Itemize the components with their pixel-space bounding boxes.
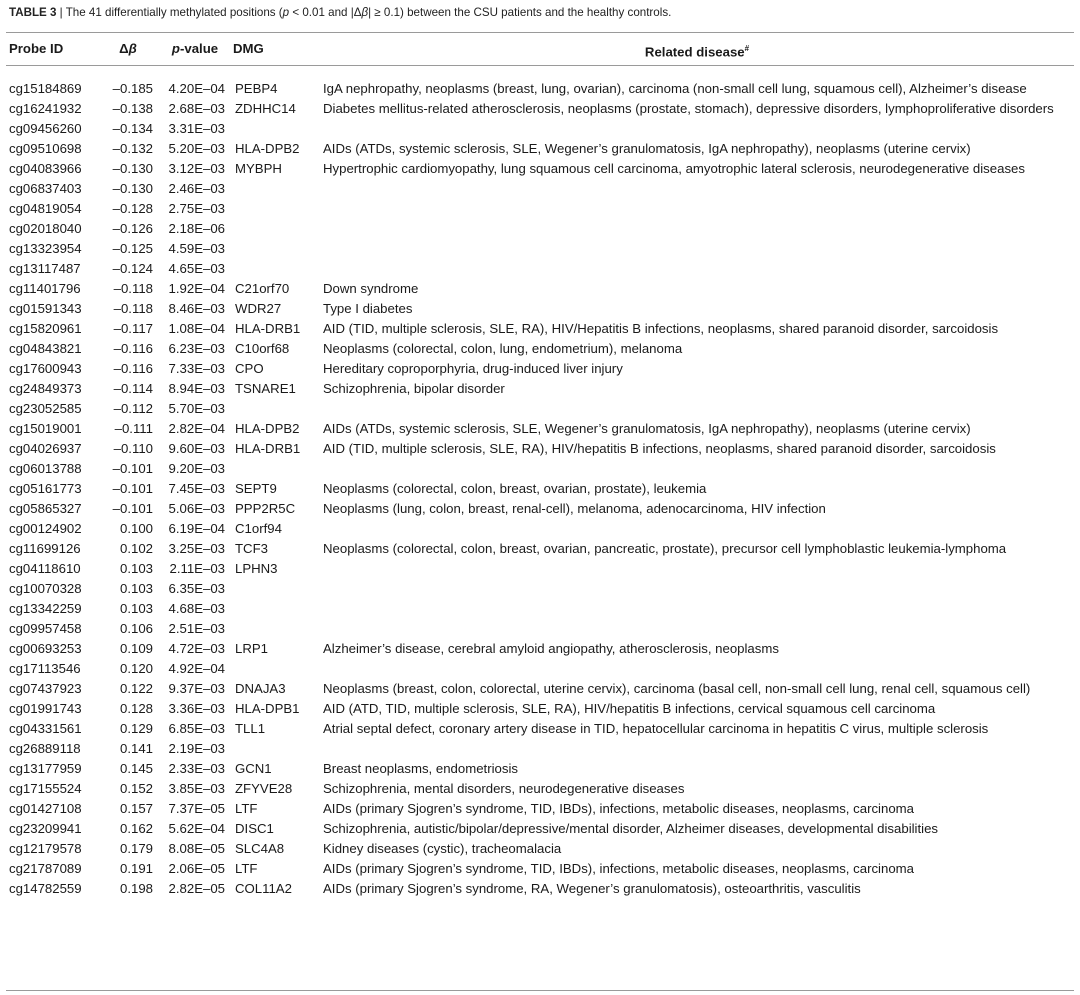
cell-dmg bbox=[233, 239, 323, 259]
cell-related-disease bbox=[323, 599, 1071, 619]
caption-beta-symbol: β bbox=[361, 6, 369, 19]
cell-related-disease: Schizophrenia, bipolar disorder bbox=[323, 381, 505, 396]
cell-p-value: 5.06E–03 bbox=[168, 501, 225, 516]
cell-p-value: 7.45E–03 bbox=[168, 481, 225, 496]
table-row bbox=[9, 779, 1071, 799]
cell-related-disease: Type I diabetes bbox=[323, 301, 413, 316]
cell-probe-id: cg04026937 bbox=[9, 441, 82, 456]
cell-dmg bbox=[233, 459, 323, 479]
cell-delta-beta: 0.179 bbox=[119, 841, 153, 856]
cell-related-disease bbox=[323, 459, 1071, 479]
cell-probe-id: cg15184869 bbox=[9, 81, 82, 96]
cell-dmg: DISC1 bbox=[235, 821, 274, 836]
cell-p-value: 6.19E–04 bbox=[168, 521, 225, 536]
cell-probe-id: cg00693253 bbox=[9, 641, 82, 656]
cell-delta-beta: 0.109 bbox=[119, 641, 153, 656]
table-row bbox=[9, 739, 1071, 759]
cell-related-disease: Diabetes mellitus-related atherosclerosis, neoplasms (prostate, stomach), depressive disorders, lymphoproliferative disorders bbox=[323, 101, 1054, 116]
cell-probe-id: cg10070328 bbox=[9, 581, 82, 596]
cell-related-disease bbox=[323, 219, 1071, 239]
table-row bbox=[9, 559, 1071, 579]
cell-p-value: 8.46E–03 bbox=[168, 301, 225, 316]
cell-p-value: 6.85E–03 bbox=[168, 721, 225, 736]
header-p-symbol: p bbox=[171, 41, 180, 56]
table-row bbox=[9, 139, 1071, 159]
cell-dmg: C10orf68 bbox=[235, 341, 290, 356]
cell-probe-id: cg07437923 bbox=[9, 681, 82, 696]
table-row bbox=[9, 579, 1071, 599]
cell-delta-beta: –0.124 bbox=[112, 261, 153, 276]
table-row bbox=[9, 419, 1071, 439]
cell-p-value: 3.36E–03 bbox=[168, 701, 225, 716]
cell-delta-beta: –0.130 bbox=[112, 161, 153, 176]
cell-related-disease: AID (TID, multiple sclerosis, SLE, RA), HIV/hepatitis B infections, neoplasms, shared paranoid disorder, sarcoidosis bbox=[323, 441, 996, 456]
cell-p-value: 2.68E–03 bbox=[168, 101, 225, 116]
cell-related-disease: AIDs (ATDs, systemic sclerosis, SLE, Wegener’s granulomatosis, IgA nephropathy), neoplasms (uterine cervix) bbox=[323, 141, 971, 156]
cell-related-disease: Alzheimer’s disease, cerebral amyloid angiopathy, atherosclerosis, neoplasms bbox=[323, 641, 779, 656]
cell-dmg: LTF bbox=[235, 801, 258, 816]
header-related-disease-label: Related disease bbox=[644, 44, 745, 60]
cell-probe-id: cg09510698 bbox=[9, 141, 82, 156]
cell-dmg bbox=[233, 599, 323, 619]
table-row bbox=[9, 519, 1071, 539]
cell-probe-id: cg09456260 bbox=[9, 121, 82, 136]
cell-delta-beta: 0.103 bbox=[119, 581, 153, 596]
cell-dmg: TSNARE1 bbox=[235, 381, 296, 396]
cell-dmg: SEPT9 bbox=[235, 481, 277, 496]
table-row bbox=[9, 219, 1071, 239]
cell-probe-id: cg26889118 bbox=[9, 741, 81, 756]
table-row bbox=[9, 659, 1071, 679]
cell-related-disease bbox=[323, 579, 1071, 599]
cell-p-value: 2.75E–03 bbox=[168, 201, 225, 216]
cell-related-disease: Neoplasms (colorectal, colon, lung, endometrium), melanoma bbox=[323, 341, 683, 356]
table-row bbox=[9, 299, 1071, 319]
cell-related-disease: Neoplasms (colorectal, colon, breast, ovarian, pancreatic, prostate), precursor cell lymphoblastic leukemia-lymphoma bbox=[323, 541, 1007, 556]
table-row bbox=[9, 539, 1071, 559]
cell-dmg bbox=[233, 199, 323, 219]
cell-dmg: LTF bbox=[235, 861, 258, 876]
cell-p-value: 3.25E–03 bbox=[168, 541, 225, 556]
cell-probe-id: cg11401796 bbox=[9, 281, 81, 296]
cell-probe-id: cg04331561 bbox=[9, 721, 82, 736]
table-row bbox=[9, 119, 1071, 139]
cell-related-disease: Hypertrophic cardiomyopathy, lung squamous cell carcinoma, amyotrophic lateral sclerosis, neurodegenerative diseases bbox=[323, 161, 1025, 176]
table-row bbox=[9, 799, 1071, 819]
cell-related-disease bbox=[323, 619, 1071, 639]
table-row bbox=[9, 619, 1071, 639]
table-bottom-rule bbox=[6, 990, 1074, 991]
cell-p-value: 4.72E–03 bbox=[168, 641, 225, 656]
cell-dmg bbox=[233, 179, 323, 199]
cell-dmg bbox=[233, 739, 323, 759]
cell-probe-id: cg13323954 bbox=[9, 241, 82, 256]
cell-dmg: DNAJA3 bbox=[235, 681, 286, 696]
cell-delta-beta: –0.132 bbox=[112, 141, 153, 156]
cell-related-disease: Neoplasms (breast, colon, colorectal, uterine cervix), carcinoma (basal cell, non-small cell lung, renal cell, squamous cell) bbox=[323, 681, 1031, 696]
cell-p-value: 2.33E–03 bbox=[168, 761, 225, 776]
table-row bbox=[9, 439, 1071, 459]
cell-probe-id: cg15820961 bbox=[9, 321, 82, 336]
cell-related-disease: Neoplasms (colorectal, colon, breast, ovarian, prostate), leukemia bbox=[323, 481, 707, 496]
cell-p-value: 4.65E–03 bbox=[168, 261, 225, 276]
cell-p-value: 7.37E–05 bbox=[168, 801, 225, 816]
header-delta-prefix: Δ bbox=[119, 41, 129, 56]
cell-delta-beta: 0.120 bbox=[119, 661, 153, 676]
cell-dmg: C1orf94 bbox=[235, 521, 282, 536]
cell-delta-beta: 0.141 bbox=[119, 741, 153, 756]
table-row bbox=[9, 839, 1071, 859]
cell-related-disease: Neoplasms (lung, colon, breast, renal-cell), melanoma, adenocarcinoma, HIV infection bbox=[323, 501, 826, 516]
methylation-table bbox=[9, 40, 1071, 899]
cell-related-disease: AIDs (primary Sjogren’s syndrome, TID, IBDs), infections, metabolic diseases, neoplasms, carcinoma bbox=[323, 801, 914, 816]
table-row bbox=[9, 179, 1071, 199]
cell-dmg bbox=[233, 259, 323, 279]
cell-related-disease: IgA nephropathy, neoplasms (breast, lung, ovarian), carcinoma (non-small cell lung, squamous cell), Alzheimer’s disease bbox=[323, 81, 1027, 96]
table-row bbox=[9, 199, 1071, 219]
cell-probe-id: cg05161773 bbox=[9, 481, 82, 496]
table-row bbox=[9, 639, 1071, 659]
table-row bbox=[9, 759, 1071, 779]
table-header-row bbox=[9, 40, 1071, 69]
table-row bbox=[9, 499, 1071, 519]
cell-delta-beta: –0.101 bbox=[112, 481, 153, 496]
cell-p-value: 6.35E–03 bbox=[168, 581, 225, 596]
cell-delta-beta: –0.130 bbox=[112, 181, 153, 196]
cell-related-disease: Schizophrenia, autistic/bipolar/depressive/mental disorder, Alzheimer diseases, developmental disabilities bbox=[323, 821, 939, 836]
cell-dmg: WDR27 bbox=[235, 301, 282, 316]
table-row bbox=[9, 599, 1071, 619]
table-row bbox=[9, 239, 1071, 259]
cell-related-disease bbox=[323, 119, 1071, 139]
cell-probe-id: cg05865327 bbox=[9, 501, 82, 516]
cell-delta-beta: –0.114 bbox=[113, 381, 153, 396]
cell-p-value: 8.08E–05 bbox=[168, 841, 225, 856]
cell-delta-beta: 0.198 bbox=[119, 881, 153, 896]
cell-delta-beta: –0.116 bbox=[113, 341, 153, 356]
cell-p-value: 2.82E–04 bbox=[168, 421, 225, 436]
cell-delta-beta: –0.116 bbox=[113, 361, 153, 376]
cell-related-disease bbox=[323, 559, 1071, 579]
cell-related-disease bbox=[323, 179, 1071, 199]
table-row bbox=[9, 879, 1071, 899]
cell-delta-beta: 0.162 bbox=[119, 821, 153, 836]
cell-probe-id: cg04083966 bbox=[9, 161, 82, 176]
cell-probe-id: cg04819054 bbox=[9, 201, 82, 216]
cell-p-value: 4.20E–04 bbox=[168, 81, 225, 96]
cell-related-disease: AIDs (primary Sjogren’s syndrome, RA, Wegener’s granulomatosis), osteoarthritis, vasculitis bbox=[323, 881, 861, 896]
cell-delta-beta: –0.118 bbox=[113, 301, 153, 316]
cell-p-value: 6.23E–03 bbox=[168, 341, 225, 356]
header-footnote-mark: # bbox=[744, 44, 750, 53]
cell-dmg bbox=[233, 119, 323, 139]
cell-dmg: HLA-DRB1 bbox=[235, 441, 301, 456]
cell-probe-id: cg17155524 bbox=[9, 781, 82, 796]
header-delta-beta bbox=[99, 40, 157, 69]
table-label: TABLE 3 bbox=[9, 6, 57, 19]
cell-p-value: 4.59E–03 bbox=[168, 241, 225, 256]
cell-probe-id: cg02018040 bbox=[9, 221, 82, 236]
cell-probe-id: cg24849373 bbox=[9, 381, 82, 396]
cell-delta-beta: 0.100 bbox=[119, 521, 153, 536]
cell-delta-beta: 0.103 bbox=[119, 601, 153, 616]
cell-dmg: PEBP4 bbox=[235, 81, 278, 96]
cell-delta-beta: 0.157 bbox=[119, 801, 153, 816]
cell-related-disease bbox=[323, 199, 1071, 219]
cell-probe-id: cg23209941 bbox=[9, 821, 82, 836]
cell-p-value: 5.20E–03 bbox=[168, 141, 225, 156]
cell-delta-beta: –0.125 bbox=[112, 241, 153, 256]
cell-dmg bbox=[233, 619, 323, 639]
cell-related-disease: Hereditary coproporphyria, drug-induced liver injury bbox=[323, 361, 623, 376]
cell-p-value: 2.51E–03 bbox=[168, 621, 225, 636]
cell-delta-beta: –0.118 bbox=[113, 281, 153, 296]
cell-dmg: HLA-DPB2 bbox=[235, 421, 300, 436]
cell-probe-id: cg01991743 bbox=[9, 701, 82, 716]
header-related-disease bbox=[323, 40, 1071, 69]
cell-related-disease bbox=[323, 399, 1071, 419]
cell-probe-id: cg21787089 bbox=[9, 861, 82, 876]
header-beta-symbol: β bbox=[128, 41, 137, 56]
cell-delta-beta: –0.101 bbox=[112, 461, 153, 476]
header-dmg: DMG bbox=[233, 41, 264, 56]
cell-delta-beta: 0.145 bbox=[119, 761, 153, 776]
cell-p-value: 7.33E–03 bbox=[168, 361, 225, 376]
cell-dmg: PPP2R5C bbox=[235, 501, 296, 516]
cell-delta-beta: 0.103 bbox=[119, 561, 153, 576]
cell-probe-id: cg09957458 bbox=[9, 621, 82, 636]
cell-probe-id: cg06837403 bbox=[9, 181, 82, 196]
cell-probe-id: cg11699126 bbox=[9, 541, 81, 556]
cell-p-value: 3.31E–03 bbox=[168, 121, 225, 136]
cell-dmg: MYBPH bbox=[235, 161, 282, 176]
table-row bbox=[9, 719, 1071, 739]
cell-related-disease: Schizophrenia, mental disorders, neurodegenerative diseases bbox=[323, 781, 685, 796]
table-row bbox=[9, 259, 1071, 279]
header-p-value bbox=[157, 40, 233, 69]
table-row bbox=[9, 359, 1071, 379]
cell-related-disease: AIDs (ATDs, systemic sclerosis, SLE, Wegener’s granulomatosis, IgA nephropathy), neoplasms (uterine cervix) bbox=[323, 421, 971, 436]
cell-dmg: HLA-DRB1 bbox=[235, 321, 301, 336]
cell-probe-id: cg16241932 bbox=[9, 101, 82, 116]
cell-probe-id: cg13177959 bbox=[9, 761, 82, 776]
table-row bbox=[9, 339, 1071, 359]
cell-delta-beta: 0.152 bbox=[119, 781, 153, 796]
header-probe-id: Probe ID bbox=[9, 41, 64, 56]
cell-related-disease: Breast neoplasms, endometriosis bbox=[323, 761, 518, 776]
cell-related-disease bbox=[323, 659, 1071, 679]
cell-p-value: 5.62E–04 bbox=[168, 821, 225, 836]
cell-delta-beta: 0.129 bbox=[119, 721, 153, 736]
cell-dmg: GCN1 bbox=[235, 761, 272, 776]
cell-p-value: 2.46E–03 bbox=[168, 181, 225, 196]
cell-probe-id: cg14782559 bbox=[9, 881, 82, 896]
cell-p-value: 2.11E–03 bbox=[169, 561, 225, 576]
cell-related-disease bbox=[323, 259, 1071, 279]
cell-delta-beta: –0.126 bbox=[112, 221, 153, 236]
cell-delta-beta: 0.106 bbox=[119, 621, 153, 636]
cell-related-disease: Atrial septal defect, coronary artery disease in TID, hepatocellular carcinoma in hepatitis C virus, multiple sclerosis bbox=[323, 721, 989, 736]
cell-probe-id: cg17113546 bbox=[9, 661, 81, 676]
cell-dmg: ZDHHC14 bbox=[235, 101, 296, 116]
table-row bbox=[9, 319, 1071, 339]
cell-probe-id: cg06013788 bbox=[9, 461, 82, 476]
table-row bbox=[9, 819, 1071, 839]
table-row bbox=[9, 699, 1071, 719]
table-body bbox=[9, 69, 1071, 899]
cell-p-value: 4.92E–04 bbox=[168, 661, 225, 676]
cell-p-value: 3.12E–03 bbox=[168, 161, 225, 176]
cell-p-value: 3.85E–03 bbox=[168, 781, 225, 796]
table-row bbox=[9, 479, 1071, 499]
cell-probe-id: cg01591343 bbox=[9, 301, 82, 316]
cell-dmg: LRP1 bbox=[235, 641, 268, 656]
table-row bbox=[9, 99, 1071, 119]
cell-dmg: LPHN3 bbox=[235, 561, 278, 576]
cell-p-value: 8.94E–03 bbox=[168, 381, 225, 396]
cell-p-value: 2.18E–06 bbox=[168, 221, 225, 236]
cell-delta-beta: –0.111 bbox=[114, 421, 153, 436]
header-p-value-rest: -value bbox=[179, 41, 219, 56]
cell-delta-beta: –0.112 bbox=[113, 401, 153, 416]
cell-p-value: 2.82E–05 bbox=[168, 881, 225, 896]
cell-probe-id: cg04118610 bbox=[9, 561, 81, 576]
cell-delta-beta: 0.102 bbox=[119, 541, 153, 556]
cell-dmg: C21orf70 bbox=[235, 281, 290, 296]
caption-text-mid: < 0.01 and |Δ bbox=[289, 6, 362, 19]
cell-dmg: COL11A2 bbox=[235, 881, 292, 896]
table-row bbox=[9, 159, 1071, 179]
table-row bbox=[9, 69, 1071, 99]
table-row bbox=[9, 399, 1071, 419]
cell-probe-id: cg15019001 bbox=[9, 421, 82, 436]
cell-delta-beta: –0.110 bbox=[113, 441, 153, 456]
cell-dmg: SLC4A8 bbox=[235, 841, 285, 856]
cell-p-value: 9.60E–03 bbox=[168, 441, 225, 456]
cell-p-value: 2.19E–03 bbox=[168, 741, 225, 756]
cell-dmg: HLA-DPB1 bbox=[235, 701, 300, 716]
cell-delta-beta: –0.185 bbox=[112, 81, 153, 96]
cell-probe-id: cg04843821 bbox=[9, 341, 82, 356]
cell-probe-id: cg01427108 bbox=[9, 801, 82, 816]
cell-delta-beta: –0.101 bbox=[112, 501, 153, 516]
cell-delta-beta: 0.128 bbox=[119, 701, 153, 716]
cell-p-value: 4.68E–03 bbox=[168, 601, 225, 616]
cell-related-disease bbox=[323, 519, 1071, 539]
caption-p-symbol: p bbox=[282, 6, 290, 19]
cell-probe-id: cg13117487 bbox=[9, 261, 81, 276]
cell-dmg bbox=[233, 659, 323, 679]
cell-p-value: 9.37E–03 bbox=[168, 681, 225, 696]
cell-dmg: ZFYVE28 bbox=[235, 781, 293, 796]
cell-delta-beta: –0.138 bbox=[112, 101, 153, 116]
cell-dmg: HLA-DPB2 bbox=[235, 141, 300, 156]
cell-p-value: 9.20E–03 bbox=[168, 461, 225, 476]
cell-probe-id: cg17600943 bbox=[9, 361, 82, 376]
cell-p-value: 1.92E–04 bbox=[168, 281, 225, 296]
table-row bbox=[9, 859, 1071, 879]
table-top-rule bbox=[6, 32, 1074, 33]
cell-delta-beta: –0.128 bbox=[112, 201, 153, 216]
cell-p-value: 2.06E–05 bbox=[168, 861, 225, 876]
table-row bbox=[9, 279, 1071, 299]
table-row bbox=[9, 679, 1071, 699]
caption-separator: | bbox=[56, 6, 66, 19]
cell-related-disease: AID (TID, multiple sclerosis, SLE, RA), HIV/Hepatitis B infections, neoplasms, shared paranoid disorder, sarcoidosis bbox=[323, 321, 999, 336]
cell-related-disease bbox=[323, 739, 1071, 759]
table-row bbox=[9, 379, 1071, 399]
cell-related-disease: AIDs (primary Sjogren’s syndrome, TID, IBDs), infections, metabolic diseases, neoplasms, carcinoma bbox=[323, 861, 914, 876]
cell-dmg: TLL1 bbox=[235, 721, 266, 736]
cell-related-disease: Kidney diseases (cystic), tracheomalacia bbox=[323, 841, 562, 856]
caption-text-start: The 41 differentially methylated positions ( bbox=[65, 6, 283, 19]
cell-probe-id: cg12179578 bbox=[9, 841, 82, 856]
cell-dmg bbox=[233, 399, 323, 419]
cell-related-disease: AID (ATD, TID, multiple sclerosis, SLE, RA), HIV/hepatitis B infections, cervical squamous cell carcinoma bbox=[323, 701, 936, 716]
cell-probe-id: cg13342259 bbox=[9, 601, 82, 616]
cell-delta-beta: –0.134 bbox=[112, 121, 153, 136]
caption-text-end: | ≥ 0.1) between the CSU patients and the healthy controls. bbox=[368, 6, 672, 19]
cell-delta-beta: –0.117 bbox=[113, 321, 153, 336]
cell-delta-beta: 0.122 bbox=[119, 681, 153, 696]
cell-p-value: 5.70E–03 bbox=[168, 401, 225, 416]
cell-probe-id: cg23052585 bbox=[9, 401, 82, 416]
cell-dmg bbox=[233, 579, 323, 599]
cell-dmg bbox=[233, 219, 323, 239]
cell-probe-id: cg00124902 bbox=[9, 521, 82, 536]
table-row bbox=[9, 459, 1071, 479]
cell-related-disease bbox=[323, 239, 1071, 259]
cell-dmg: CPO bbox=[235, 361, 264, 376]
table-caption bbox=[9, 6, 1073, 20]
cell-p-value: 1.08E–04 bbox=[168, 321, 225, 336]
cell-delta-beta: 0.191 bbox=[119, 861, 153, 876]
cell-related-disease: Down syndrome bbox=[323, 281, 419, 296]
cell-dmg: TCF3 bbox=[235, 541, 268, 556]
